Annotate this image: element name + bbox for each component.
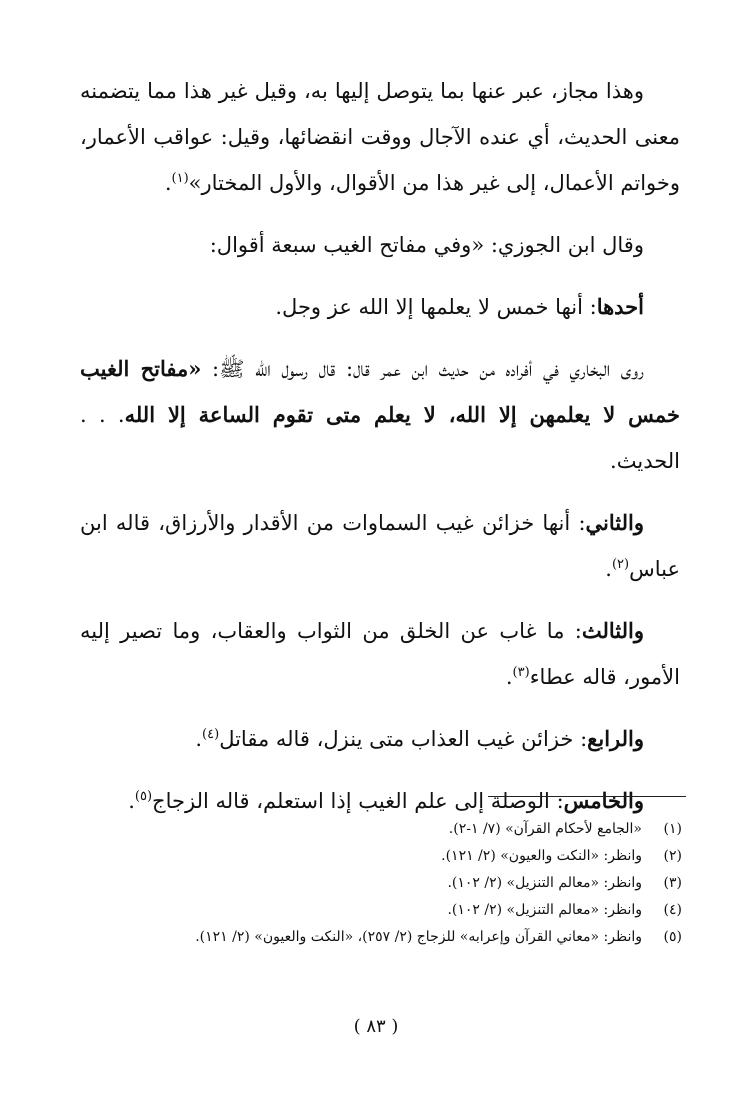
- footnote-text: «الجامع لأحكام القرآن» (٧/ ١-٢).: [448, 821, 642, 837]
- paragraph-7-end: .: [195, 727, 203, 751]
- footnote-4: [60, 897, 682, 924]
- footnote-ref-1[interactable]: (١): [171, 171, 189, 186]
- paragraph-5-end: .: [605, 557, 612, 581]
- paragraph-4: [80, 346, 680, 484]
- footnote-text: وانظر: «معاني القرآن وإعرابه» للزجاج (٢/ ٢٥٧)، «النكت والعيون» (٢/ ١٢١).: [195, 929, 642, 945]
- footnote-number: (١): [663, 821, 682, 837]
- footnote-ref-4[interactable]: (٤): [202, 727, 220, 742]
- footnote-text: وانظر: «معالم التنزيل» (٢/ ١٠٢).: [447, 902, 642, 918]
- footnote-5: [60, 924, 682, 951]
- paragraph-5-text: : أنها خزائن غيب السماوات من الأقدار والأرزاق، قاله ابن عباس: [80, 511, 680, 581]
- footnote-text: وانظر: «النكت والعيون» (٢/ ١٢١).: [441, 848, 642, 864]
- paragraph-2: [80, 222, 680, 268]
- paragraph-6-lead: والثالث: [581, 618, 644, 643]
- paragraph-2-text: وقال ابن الجوزي: «وفي مفاتح الغيب سبعة أقوال:: [209, 233, 644, 257]
- paragraph-3-text: : أنها خمس لا يعلمها إلا الله عز وجل.: [275, 295, 597, 319]
- paragraph-7-lead: والرابع: [587, 726, 644, 751]
- paragraph-3-lead: أحدها: [596, 294, 644, 319]
- paragraph-8-text: : الوصلة إلى علم الغيب إذا استعلم، قاله الزجاج: [152, 789, 564, 813]
- paragraph-1-text: وهذا مجاز، عبر عنها بما يتوصل إليها به، وقيل غير هذا مما يتضمنه معنى الحديث، أي عنده الآجال ووقت انقضائها، وقيل: عواقب الأعمار، وخواتم الأعمال، إلى غير هذا من الأقوال، والأول المختار»: [80, 79, 680, 195]
- footnote-text: وانظر: «معالم التنزيل» (٢/ ١٠٢).: [447, 875, 642, 891]
- footnote-ref-2[interactable]: (٢): [611, 557, 630, 572]
- paragraph-5-lead: والثاني: [585, 510, 644, 535]
- footnote-3: [60, 870, 682, 897]
- footnote-number: (٣): [663, 875, 682, 891]
- paragraph-3: [80, 284, 680, 330]
- paragraph-8-end: .: [128, 789, 135, 813]
- paragraph-4-text: روى البخاري في أفراده من حديث ابن عمر قال: قال رسول الله ﷺ:: [201, 357, 645, 381]
- paragraph-1-end: .: [164, 171, 172, 195]
- paragraph-1: [80, 68, 680, 206]
- footnotes: [60, 816, 682, 951]
- footnote-1: [60, 816, 682, 843]
- paragraph-4-tail: . . . الحديث.: [80, 403, 680, 473]
- paragraph-6-end: .: [505, 665, 513, 689]
- paragraph-7-text: : خزائن غيب العذاب متى ينزل، قاله مقاتل: [219, 727, 588, 751]
- footnote-number: (٤): [663, 902, 682, 918]
- footnote-number: (٢): [663, 848, 682, 864]
- main-text: [80, 68, 680, 840]
- footnote-number: (٥): [663, 929, 682, 945]
- paragraph-6: [80, 608, 680, 700]
- footnote-ref-5[interactable]: (٥): [134, 789, 153, 804]
- footnote-ref-3[interactable]: (٣): [512, 665, 530, 680]
- paragraph-8-lead: والخامس: [563, 788, 644, 813]
- hadith-quote: «مفاتح الغيب خمس لا يعلمهن إلا الله، لا يعلم متى تقوم الساعة إلا الله: [80, 356, 680, 427]
- footnote-separator: [488, 796, 686, 797]
- paragraph-5: [80, 500, 680, 592]
- paragraph-7: [80, 716, 680, 762]
- footnote-2: [60, 843, 682, 870]
- paragraph-6-text: : ما غاب عن الخلق من الثواب والعقاب، وما تصير إليه الأمور، قاله عطاء: [80, 619, 680, 689]
- page-number: ( ٨٣ ): [353, 1016, 399, 1037]
